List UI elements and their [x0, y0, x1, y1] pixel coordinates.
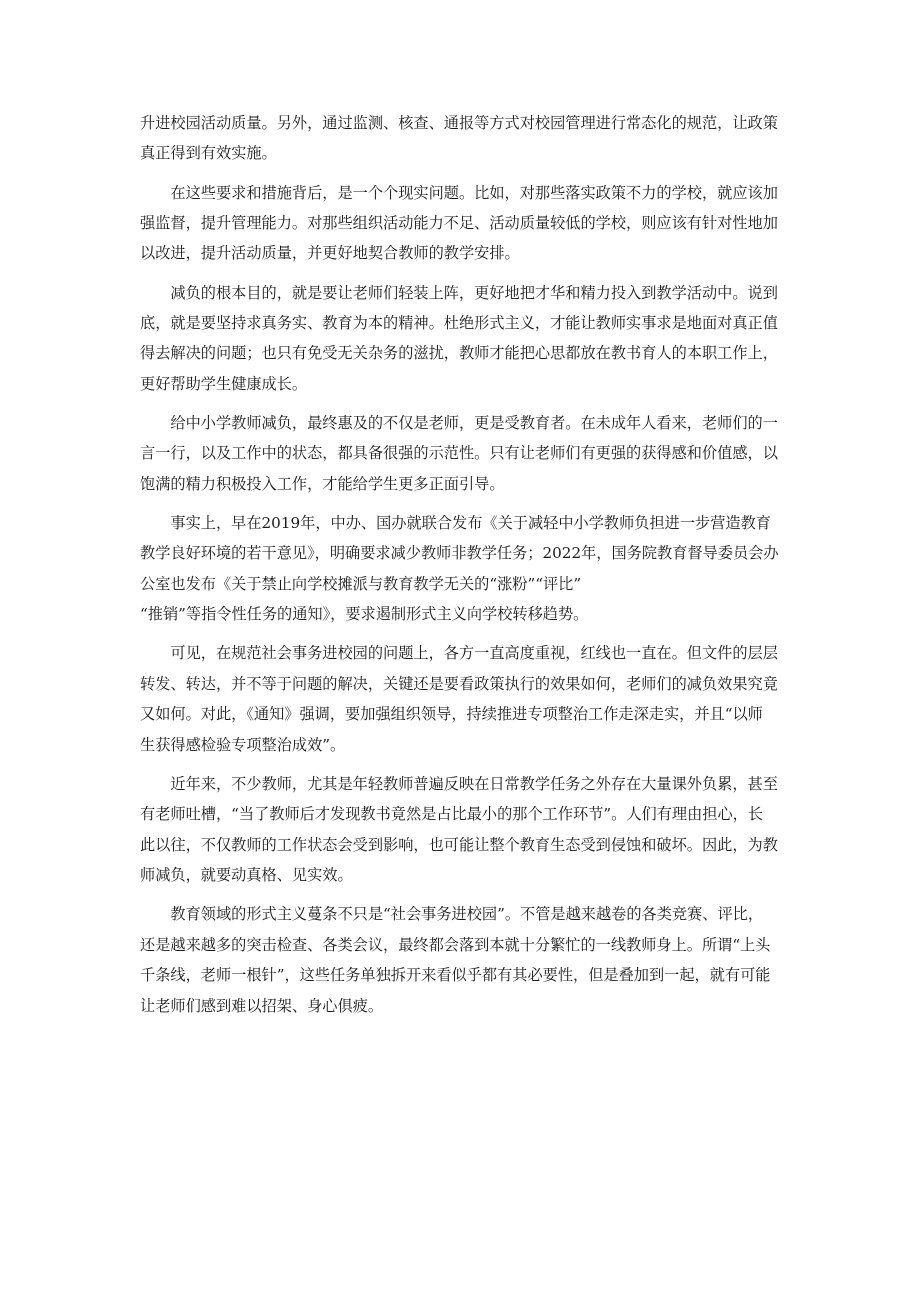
text-line: 有老师吐槽，“当了教师后才发现教书竟然是占比最小的那个工作环节”。人们有理由担心，长: [140, 805, 764, 824]
text-line: 在这些要求和措施背后，是一个个现实问题。比如，对那些落实政策不力的学校，就应该加: [170, 183, 778, 202]
text-line: 以改进，提升活动质量，并更好地契合教师的教学安排。: [140, 244, 520, 263]
text-line: 近年来，不少教师，尤其是年轻教师普遍反映在日常教学任务之外存在大量课外负累，甚至: [170, 774, 778, 793]
text-line: 强监督，提升管理能力。对那些组织活动能力不足、活动质量较低的学校，则应该有针对性地加: [140, 214, 778, 233]
text-line: 生获得感检验专项整治成效”。: [140, 735, 346, 754]
document-page: [140, 108, 780, 1030]
text-line: “推销”等指令性任务的通知》，要求遏制形式主义向学校转移趋势。: [140, 605, 589, 624]
text-line: 公室也发布《关于禁止向学校摊派与教育教学无关的“涨粉”“评比”: [140, 574, 582, 593]
text-line: 千条线，老师一根针”，这些任务单独拆开来看似乎都有其必要性，但是叠加到一起，就有可能: [140, 966, 771, 985]
text-line: 可见，在规范社会事务进校园的问题上，各方一直高度重视，红线也一直在。但文件的层层: [170, 644, 778, 663]
text-line: 事实上，早在2019年，中办、国办就联合发布《关于减轻中小学教师负担进一步营造教育: [170, 514, 771, 533]
text-line: 给中小学教师减负，最终惠及的不仅是老师，更是受教育者。在未成年人看来，老师们的一: [170, 414, 778, 433]
text-line: 升进校园活动质量。另外，通过监测、核查、通报等方式对校园管理进行常态化的规范，让政策: [140, 114, 778, 132]
text-line: 减负的根本目的，就是要让老师们轻装上阵，更好地把才华和精力投入到教学活动中。说到: [170, 283, 778, 302]
text-line: 饱满的精力积极投入工作，才能给学生更多正面引导。: [140, 474, 505, 493]
text-line: 还是越来越多的突击检查、各类会议，最终都会落到本就十分繁忙的一线教师身上。所谓“上头: [140, 935, 771, 954]
text-line: 又如何。对此，《通知》强调，要加强组织领导，持续推进专项整治工作走深走实，并且“以师: [140, 705, 763, 724]
text-line: 教学良好环境的若干意见》，明确要求减少教师非教学任务；2022年，国务院教育督导委员会办: [140, 544, 779, 563]
text-line: 师减负，就要动真格、见实效。: [140, 866, 353, 885]
paragraph-5: [140, 508, 780, 630]
text-line: 言一行，以及工作中的状态，都具备很强的示范性。只有让老师们有更强的获得感和价值感，以: [140, 444, 778, 463]
paragraph-6: [140, 638, 780, 760]
paragraph-7: [140, 769, 780, 891]
paragraph-8: [140, 899, 780, 1021]
text-line: 更好帮助学生健康成长。: [140, 374, 308, 393]
paragraph-1: [140, 108, 780, 169]
text-line: 转发、转达，并不等于问题的解决，关键还是要看政策执行的效果如何，老师们的减负效果究竟: [140, 674, 778, 693]
paragraph-2: [140, 178, 780, 269]
paragraph-3: [140, 278, 780, 400]
text-line: 底，就是要坚持求真务实、教育为本的精神。杜绝形式主义，才能让教师实事求是地面对真正值: [140, 314, 778, 333]
paragraph-4: [140, 408, 780, 499]
text-line: 得去解决的问题；也只有免受无关杂务的滋扰，教师才能把心思都放在教书育人的本职工作上，: [140, 344, 778, 363]
text-line: 教育领域的形式主义蔓条不只是“社会事务进校园”。不管是越来越卷的各类竞赛、评比，: [170, 905, 764, 924]
text-line: 真正得到有效实施。: [140, 144, 277, 163]
text-line: 此以往，不仅教师的工作状态会受到影响，也可能让整个教育生态受到侵蚀和破坏。因此，为教: [140, 835, 778, 854]
text-line: 让老师们感到难以招架、身心俱疲。: [140, 996, 383, 1015]
